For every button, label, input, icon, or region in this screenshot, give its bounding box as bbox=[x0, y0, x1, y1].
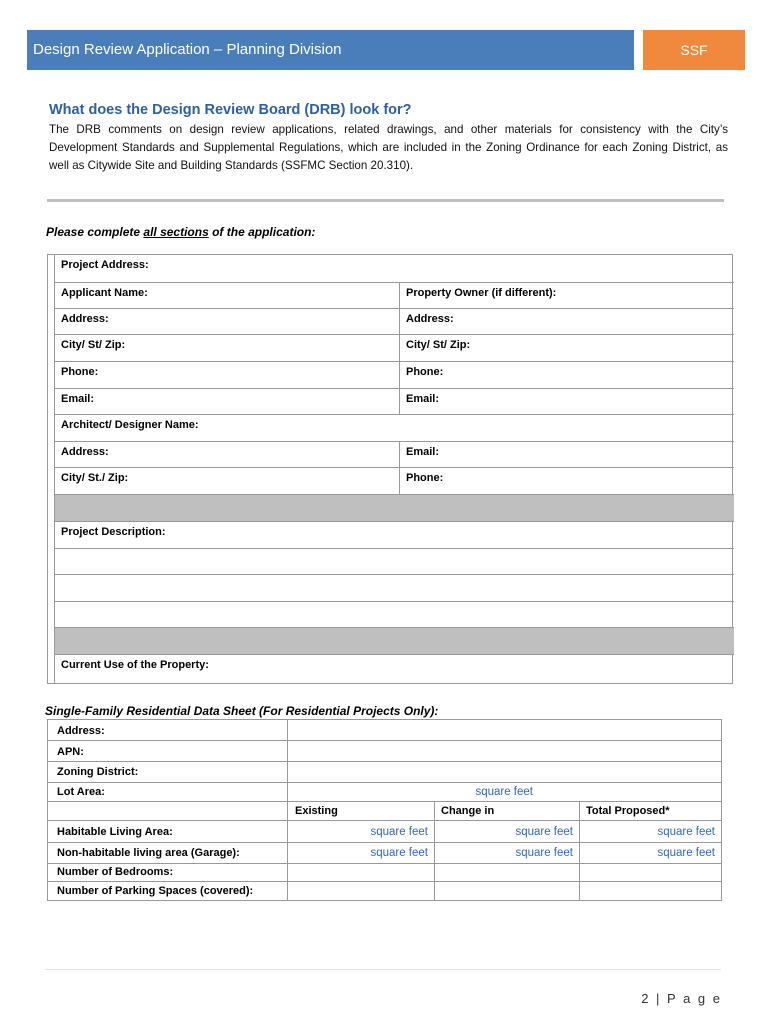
habitable-existing-input[interactable]: square feet bbox=[370, 826, 428, 838]
divider bbox=[48, 820, 721, 821]
page-number: 2 | P a g e bbox=[641, 991, 722, 1006]
owner-email-field[interactable]: Email: bbox=[406, 393, 440, 405]
ds-lot-area-label: Lot Area: bbox=[57, 786, 105, 798]
row-names bbox=[55, 283, 734, 309]
project-address-field[interactable]: Project Address: bbox=[61, 259, 149, 271]
owner-phone-field[interactable]: Phone: bbox=[406, 366, 444, 378]
applicant-address-field[interactable]: Address: bbox=[61, 313, 109, 325]
ds-nonhabitable-label: Non-habitable living area (Garage): bbox=[57, 847, 240, 859]
col-existing: Existing bbox=[295, 805, 338, 817]
nonhabitable-total-input[interactable]: square feet bbox=[657, 847, 715, 859]
intro-text: The DRB comments on design review applications, related drawings, and other materials for consistency with the City’s Development Standards and Supplemental Regulations, which are included in the Zoning Ordinance for each Zoning District, as well as Citywide Site and Building Standards (SSFMC Section 20.310). bbox=[49, 123, 728, 172]
ds-apn-label: APN: bbox=[57, 746, 84, 758]
applicant-name-field[interactable]: Applicant Name: bbox=[61, 287, 148, 299]
col-change: Change in bbox=[441, 805, 495, 817]
ds-habitable-label: Habitable Living Area: bbox=[57, 826, 173, 838]
row-architect-address bbox=[55, 442, 734, 468]
divider bbox=[47, 199, 724, 202]
owner-name-field[interactable]: Property Owner (if different): bbox=[406, 287, 557, 299]
divider bbox=[48, 842, 721, 843]
applicant-city-field[interactable]: City/ St/ Zip: bbox=[61, 339, 126, 351]
nonhabitable-change-input[interactable]: square feet bbox=[515, 847, 573, 859]
architect-phone-field[interactable]: Phone: bbox=[406, 472, 444, 484]
col-total: Total Proposed* bbox=[586, 805, 670, 817]
owner-address-field[interactable]: Address: bbox=[406, 313, 454, 325]
owner-city-field[interactable]: City/ St/ Zip: bbox=[406, 339, 471, 351]
architect-city-field[interactable]: City/ St./ Zip: bbox=[61, 472, 129, 484]
ds-address-label: Address: bbox=[57, 725, 105, 737]
page-title: Design Review Application – Planning Division bbox=[33, 41, 342, 58]
architect-name-field[interactable]: Architect/ Designer Name: bbox=[61, 419, 199, 431]
row-current-use bbox=[55, 655, 734, 683]
ds-bedrooms-label: Number of Bedrooms: bbox=[57, 866, 174, 878]
ds-address-input[interactable] bbox=[288, 720, 721, 740]
row-city bbox=[55, 335, 734, 362]
row-project-description bbox=[55, 522, 734, 549]
ds-zoning-label: Zoning District: bbox=[57, 766, 139, 778]
row-architect bbox=[55, 415, 734, 442]
ds-apn-input[interactable] bbox=[288, 741, 721, 761]
architect-email-field[interactable]: Email: bbox=[406, 446, 440, 458]
separator-row bbox=[55, 495, 734, 522]
nonhabitable-existing-input[interactable]: square feet bbox=[370, 847, 428, 859]
instruction: Please complete all sections of the application: bbox=[46, 225, 316, 239]
ds-zoning-input[interactable] bbox=[288, 762, 721, 782]
applicant-email-field[interactable]: Email: bbox=[61, 393, 95, 405]
habitable-total-input[interactable]: square feet bbox=[657, 826, 715, 838]
project-description-field[interactable]: Project Description: bbox=[61, 526, 166, 538]
ds-lot-area-input[interactable]: square feet bbox=[475, 786, 533, 798]
ds-parking-label: Number of Parking Spaces (covered): bbox=[57, 885, 254, 897]
architect-address-field[interactable]: Address: bbox=[61, 446, 109, 458]
description-line[interactable] bbox=[55, 549, 734, 575]
datasheet-title: Single-Family Residential Data Sheet (For Residential Projects Only): bbox=[45, 704, 439, 718]
description-line[interactable] bbox=[55, 575, 734, 602]
row-address bbox=[55, 309, 734, 335]
separator-row bbox=[55, 628, 734, 655]
row-project-address bbox=[55, 255, 734, 283]
row-email bbox=[55, 389, 734, 415]
parking-input[interactable] bbox=[288, 882, 721, 900]
footer-divider bbox=[45, 969, 721, 970]
datasheet-table bbox=[47, 719, 722, 901]
application-table bbox=[47, 254, 733, 684]
applicant-phone-field[interactable]: Phone: bbox=[61, 366, 99, 378]
habitable-change-input[interactable]: square feet bbox=[515, 826, 573, 838]
application-table-inner bbox=[54, 255, 734, 683]
intro-question: What does the Design Review Board (DRB) look for? bbox=[49, 102, 412, 118]
current-use-field[interactable]: Current Use of the Property: bbox=[61, 659, 209, 671]
bedrooms-input[interactable] bbox=[288, 864, 721, 881]
header-tag: SSF bbox=[643, 30, 745, 70]
description-line[interactable] bbox=[55, 602, 734, 628]
row-phone bbox=[55, 362, 734, 389]
row-architect-city bbox=[55, 468, 734, 495]
